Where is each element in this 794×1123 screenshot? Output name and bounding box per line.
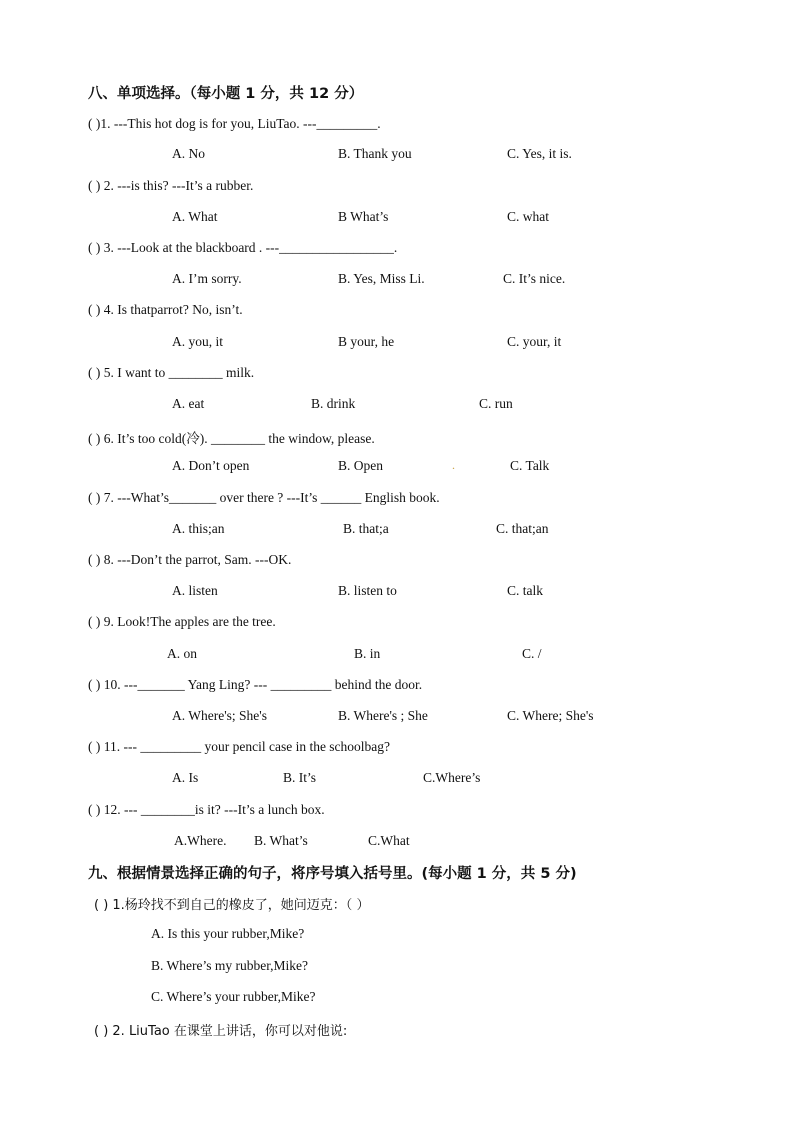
q8-8-option-a: A. listen xyxy=(172,583,218,598)
q8-7-option-c: C. that;an xyxy=(496,521,549,536)
q8-11-option-a: A. Is xyxy=(172,770,199,785)
question-9-2: ( ) 2. LiuTao 在课堂上讲话，你可以对他说: xyxy=(94,1024,348,1039)
q8-7-option-a: A. this;an xyxy=(172,521,225,536)
q9-1-option-b: B. Where’s my rubber,Mike? xyxy=(151,958,309,973)
question-8-1: ( )1. ---This hot dog is for you, LiuTao. ---_________. xyxy=(88,116,381,131)
q8-8-option-c: C. talk xyxy=(507,583,543,598)
q8-7-option-b: B. that;a xyxy=(343,521,389,536)
q8-6-option-b: B. Open xyxy=(338,458,383,473)
question-8-3: ( ) 3. ---Look at the blackboard . ---_________________. xyxy=(88,240,398,255)
q9-1-option-a: A. Is this your rubber,Mike? xyxy=(151,926,305,941)
q8-2-option-c: C. what xyxy=(507,209,549,224)
question-8-12: ( ) 12. --- ________is it? ---It’s a lunch box. xyxy=(88,802,325,817)
q8-2-option-b: B What’s xyxy=(338,209,389,224)
q8-12-option-a: A.Where. xyxy=(174,833,227,848)
q8-5-option-c: C. run xyxy=(479,396,513,411)
q8-1-option-c: C. Yes, it is. xyxy=(507,146,572,161)
q8-3-option-c: C. It’s nice. xyxy=(503,271,566,286)
question-8-9: ( ) 9. Look!The apples are the tree. xyxy=(88,614,276,629)
q8-10-option-a: A. Where's; She's xyxy=(172,708,267,723)
q8-4-option-a: A. you, it xyxy=(172,334,224,349)
q8-6-option-c: C. Talk xyxy=(510,458,550,473)
section-9-title: 九、根据情景选择正确的句子，将序号填入括号里。(每小题 1 分，共 5 分) xyxy=(88,866,577,882)
q8-1-option-a: A. No xyxy=(172,146,205,161)
q8-10-option-c: C. Where; She's xyxy=(507,708,594,723)
question-8-5: ( ) 5. I want to ________ milk. xyxy=(88,365,255,380)
q8-5-option-b: B. drink xyxy=(311,396,356,411)
q8-3-option-b: B. Yes, Miss Li. xyxy=(338,271,425,286)
q8-9-option-c: C. / xyxy=(522,646,542,661)
q8-11-option-c: C.Where’s xyxy=(423,770,481,785)
q8-12-option-b: B. What’s xyxy=(254,833,308,848)
q9-1-option-c: C. Where’s your rubber,Mike? xyxy=(151,989,316,1004)
q8-10-option-b: B. Where's ; She xyxy=(338,708,428,723)
q8-1-option-b: B. Thank you xyxy=(338,146,412,161)
question-8-10: ( ) 10. ---_______ Yang Ling? --- _________ behind the door. xyxy=(88,677,423,692)
question-8-2: ( ) 2. ---is this? ---It’s a rubber. xyxy=(88,178,254,193)
q8-5-option-a: A. eat xyxy=(172,396,205,411)
q8-2-option-a: A. What xyxy=(172,209,218,224)
question-8-8: ( ) 8. ---Don’t the parrot, Sam. ---OK. xyxy=(88,552,292,567)
stray-dot: . xyxy=(452,458,455,472)
q8-12-option-c: C.What xyxy=(368,833,410,848)
question-8-11: ( ) 11. --- _________ your pencil case in the schoolbag? xyxy=(88,739,391,754)
q8-6-option-a: A. Don’t open xyxy=(172,458,250,473)
question-8-6: ( ) 6. It’s too cold(冷). ________ the window, please. xyxy=(88,431,375,446)
q8-3-option-a: A. I’m sorry. xyxy=(172,271,242,286)
question-8-7: ( ) 7. ---What’s_______ over there ? ---It’s ______ English book. xyxy=(88,490,440,505)
q8-8-option-b: B. listen to xyxy=(338,583,397,598)
section-8-title: 八、单项选择。（每小题 1 分，共 12 分） xyxy=(88,86,364,102)
q8-4-option-c: C. your, it xyxy=(507,334,562,349)
q8-9-option-a: A. on xyxy=(167,646,197,661)
question-9-1: ( ) 1.杨玲找不到自己的橡皮了，她问迈克：（ ） xyxy=(94,898,370,913)
question-8-4: ( ) 4. Is thatparrot? No, isn’t. xyxy=(88,302,243,317)
q8-4-option-b: B your, he xyxy=(338,334,395,349)
q8-11-option-b: B. It’s xyxy=(283,770,317,785)
q8-9-option-b: B. in xyxy=(354,646,381,661)
